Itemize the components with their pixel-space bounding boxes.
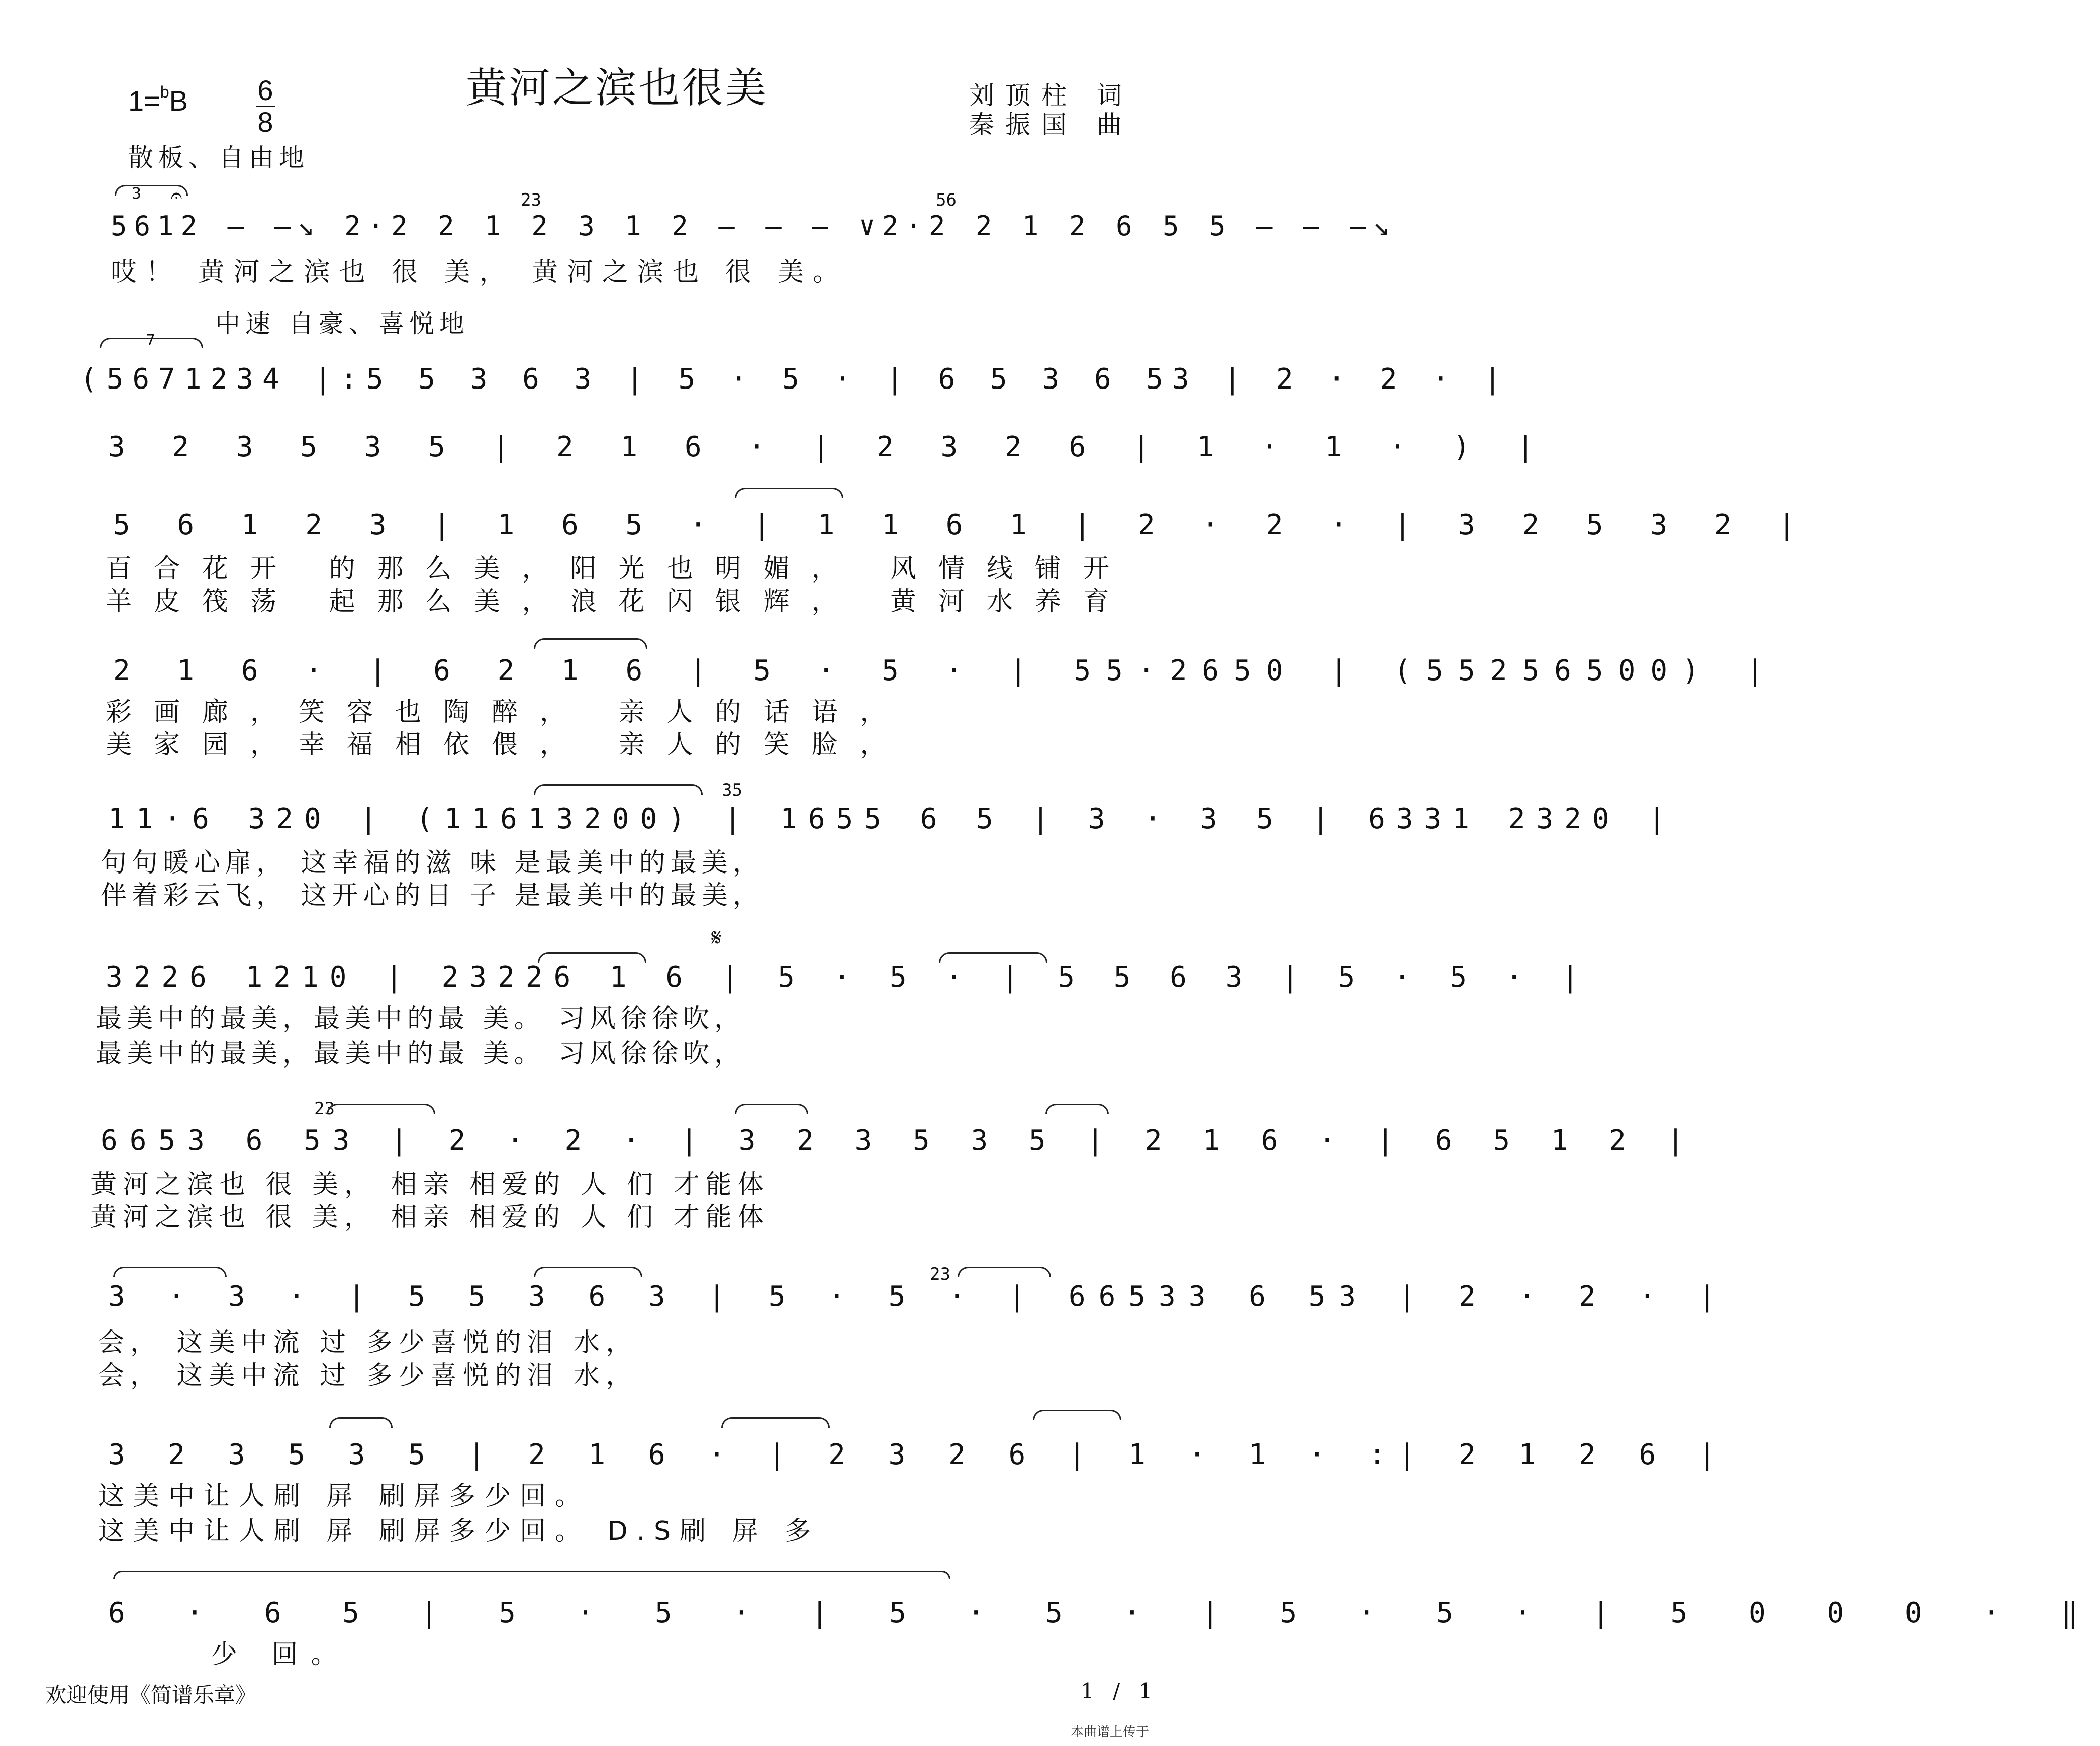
fermata-icon: 𝄐 <box>171 184 182 207</box>
slur <box>534 638 647 649</box>
slur <box>113 1267 227 1277</box>
lyric-verse2: 黄河之滨也 很 美， 相亲 相爱的 人 们 才能体 <box>90 1202 770 1232</box>
system-notes: 5 6 1 2 3 | 1 6 5 · | 1 1 6 1 | 2 · 2 · | 3 2 5 3 2 | <box>113 509 1810 541</box>
slur <box>958 1267 1051 1277</box>
lyric-verse1: 会， 这美中流 过 多少喜悦的泪 水， <box>98 1328 638 1358</box>
system-notes: 11·6 320 | (11613200) | 1655 6 5 | 3 · 3 5 | 6331 2320 | <box>108 803 1677 835</box>
lyric-verse1: 少 回。 <box>211 1639 350 1670</box>
footer-credit: 欢迎使用《简谱乐章》 <box>45 1683 257 1707</box>
lyric-verse1: 最美中的最美，最美中的最 美。 习风徐徐吹， <box>96 1004 746 1034</box>
lyric-verse2: 最美中的最美，最美中的最 美。 习风徐徐吹， <box>96 1039 746 1069</box>
grace-note: 23 <box>314 1099 335 1119</box>
slur <box>329 1417 393 1428</box>
slur <box>721 1417 830 1428</box>
lyric-verse2: 羊皮筏荡 起那么美，浪花闪银辉， 黄河水养育 <box>106 587 1132 617</box>
key-label: 1= <box>128 85 160 117</box>
slur <box>1033 1410 1121 1420</box>
key-signature <box>128 84 188 117</box>
page-number: 1 / 1 <box>1081 1679 1159 1703</box>
segno-icon: 𝄋 <box>711 924 722 952</box>
section2-line2: 3 2 3 5 3 5 | 2 1 6 · | 2 3 2 6 | 1 · 1 · ) | <box>108 431 1550 463</box>
lyric-verse1: 彩画廊，笑容也陶醉， 亲人的话语， <box>106 697 908 727</box>
time-signature <box>254 75 277 137</box>
key-flat: b <box>160 83 169 102</box>
key-note: B <box>169 85 188 117</box>
meter-top: 6 <box>257 74 273 106</box>
lyric-verse2: 伴着彩云飞， 这开心的日 子 是最美中的最美， <box>101 881 764 911</box>
system-notes: 3226 1210 | 23226 1 6 | 5 · 5 · | 5 5 6 3 | 5 · 5 · | <box>106 961 1590 994</box>
lyric-verse1: 句句暖心扉， 这幸福的滋 味 是最美中的最美， <box>101 848 764 878</box>
grace-note: 35 <box>722 780 742 800</box>
tempo-marking-intro: 散板、自由地 <box>128 143 309 172</box>
system-notes: 6 · 6 5 | 5 · 5 · | 5 · 5 · | 5 · 5 · | 5 0 0 0 · ‖ <box>108 1597 2100 1629</box>
lyric-verse2: 会， 这美中流 过 多少喜悦的泪 水， <box>98 1361 638 1391</box>
slur <box>534 784 703 795</box>
tempo-marking-main: 中速 自豪、喜悦地 <box>215 309 469 338</box>
upload-note: 本曲谱上传于 <box>1071 1725 1150 1740</box>
song-title: 黄河之滨也很美 <box>465 64 769 112</box>
lyricist-credit: 刘顶柱 词 <box>969 81 1133 110</box>
lyric-verse1: 黄河之滨也 很 美， 相亲 相爱的 人 们 才能体 <box>90 1170 770 1200</box>
system-notes: 3 2 3 5 3 5 | 2 1 6 · | 2 3 2 6 | 1 · 1 · :| 2 1 2 6 | <box>108 1438 1729 1471</box>
lyric-verse1: 百合花开 的那么美，阳光也明媚， 风情线铺开 <box>106 554 1132 584</box>
intro-lyrics: 哎！ 黄河之滨也 很 美， 黄河之滨也 很 美。 <box>111 257 848 287</box>
long-tie <box>113 1571 950 1579</box>
slur <box>534 1267 642 1277</box>
lyric-verse2: 美家园，幸福相依偎， 亲人的笑脸， <box>106 730 908 760</box>
system-notes: 3 · 3 · | 5 5 3 6 3 | 5 · 5 · | 66533 6 53 | 2 · 2 · | <box>108 1280 1729 1313</box>
slur <box>1045 1104 1109 1114</box>
grace-note: 23 <box>930 1264 950 1284</box>
lyric-verse1: 这美中让人刷 屏 刷屏多少回。 <box>98 1481 591 1511</box>
lyric-verse2: 这美中让人刷 屏 刷屏多少回。 D.S刷 屏 多 <box>98 1516 820 1546</box>
intro-notes: 5612 – –↘ 2·2 2 1 2 3 1 2 – – – ∨2·2 2 1 2 6 5 5 – – –↘ <box>111 210 1397 242</box>
composer-credit: 秦振国 曲 <box>969 110 1133 139</box>
slur <box>735 1104 808 1114</box>
grace-note-1: 23 <box>521 190 541 210</box>
meter-bottom: 8 <box>257 106 273 138</box>
section2-line1: (5671234 |:5 5 3 6 3 | 5 · 5 · | 6 5 3 6 53 | 2 · 2 · | <box>80 363 1510 396</box>
slur <box>735 488 843 498</box>
grace-note-2: 56 <box>936 190 957 210</box>
system-notes: 6653 6 53 | 2 · 2 · | 3 2 3 5 3 5 | 2 1 6 · | 6 5 1 2 | <box>101 1124 1696 1157</box>
system-notes: 2 1 6 · | 6 2 1 6 | 5 · 5 · | 55·2650 | (55256500) | <box>113 654 1779 687</box>
tuplet-number: 3 <box>132 185 142 203</box>
slur <box>327 1104 435 1114</box>
tuplet-number-2: 7 <box>146 332 156 349</box>
